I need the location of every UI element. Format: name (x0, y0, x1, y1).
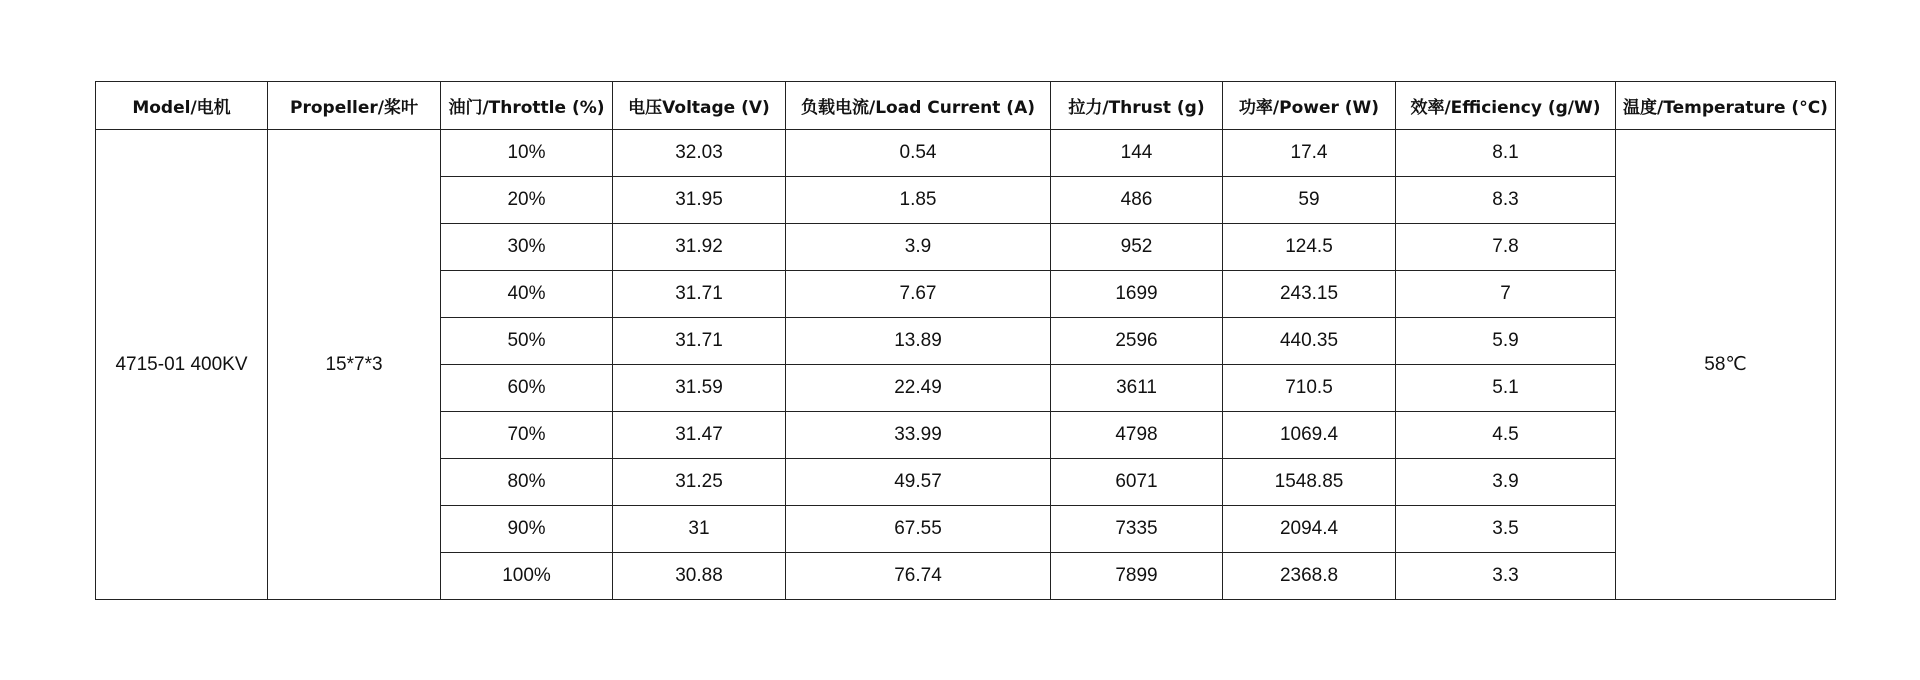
thrust-cell: 7335 (1051, 506, 1223, 553)
power-cell: 124.5 (1223, 224, 1396, 271)
power-cell: 59 (1223, 177, 1396, 224)
header-power: 功率/Power (W) (1223, 82, 1396, 130)
thrust-cell: 952 (1051, 224, 1223, 271)
voltage-cell: 31.71 (613, 271, 786, 318)
header-temperature: 温度/Temperature (°C) (1616, 82, 1836, 130)
power-cell: 243.15 (1223, 271, 1396, 318)
voltage-cell: 31.47 (613, 412, 786, 459)
throttle-cell: 10% (441, 130, 613, 177)
load-current-cell: 67.55 (786, 506, 1051, 553)
throttle-cell: 20% (441, 177, 613, 224)
efficiency-cell: 3.9 (1396, 459, 1616, 506)
thrust-cell: 6071 (1051, 459, 1223, 506)
power-cell: 17.4 (1223, 130, 1396, 177)
voltage-cell: 31.92 (613, 224, 786, 271)
voltage-cell: 31.25 (613, 459, 786, 506)
throttle-cell: 100% (441, 553, 613, 600)
voltage-cell: 31.59 (613, 365, 786, 412)
voltage-cell: 31 (613, 506, 786, 553)
model-cell: 4715-01 400KV (96, 130, 268, 600)
load-current-cell: 33.99 (786, 412, 1051, 459)
power-cell: 710.5 (1223, 365, 1396, 412)
header-load-current: 负载电流/Load Current (A) (786, 82, 1051, 130)
header-row (96, 82, 1836, 130)
header-voltage: 电压Voltage (V) (613, 82, 786, 130)
motor-performance-table (95, 81, 1836, 600)
power-cell: 1069.4 (1223, 412, 1396, 459)
load-current-cell: 49.57 (786, 459, 1051, 506)
thrust-cell: 4798 (1051, 412, 1223, 459)
efficiency-cell: 8.3 (1396, 177, 1616, 224)
voltage-cell: 31.95 (613, 177, 786, 224)
header-thrust: 拉力/Thrust (g) (1051, 82, 1223, 130)
voltage-cell: 31.71 (613, 318, 786, 365)
power-cell: 440.35 (1223, 318, 1396, 365)
load-current-cell: 22.49 (786, 365, 1051, 412)
efficiency-cell: 3.5 (1396, 506, 1616, 553)
thrust-cell: 1699 (1051, 271, 1223, 318)
efficiency-cell: 4.5 (1396, 412, 1616, 459)
throttle-cell: 60% (441, 365, 613, 412)
load-current-cell: 76.74 (786, 553, 1051, 600)
efficiency-cell: 5.1 (1396, 365, 1616, 412)
load-current-cell: 7.67 (786, 271, 1051, 318)
table-row (96, 130, 1836, 177)
header-model: Model/电机 (96, 82, 268, 130)
thrust-cell: 2596 (1051, 318, 1223, 365)
load-current-cell: 3.9 (786, 224, 1051, 271)
voltage-cell: 32.03 (613, 130, 786, 177)
thrust-cell: 486 (1051, 177, 1223, 224)
efficiency-cell: 5.9 (1396, 318, 1616, 365)
efficiency-cell: 8.1 (1396, 130, 1616, 177)
load-current-cell: 13.89 (786, 318, 1051, 365)
motor-test-sheet (95, 81, 1835, 600)
throttle-cell: 30% (441, 224, 613, 271)
header-propeller: Propeller/桨叶 (268, 82, 441, 130)
propeller-cell: 15*7*3 (268, 130, 441, 600)
throttle-cell: 40% (441, 271, 613, 318)
voltage-cell: 30.88 (613, 553, 786, 600)
efficiency-cell: 7.8 (1396, 224, 1616, 271)
thrust-cell: 7899 (1051, 553, 1223, 600)
power-cell: 1548.85 (1223, 459, 1396, 506)
power-cell: 2368.8 (1223, 553, 1396, 600)
power-cell: 2094.4 (1223, 506, 1396, 553)
temperature-cell: 58℃ (1616, 130, 1836, 600)
header-efficiency: 效率/Efficiency (g/W) (1396, 82, 1616, 130)
header-throttle: 油门/Throttle (%) (441, 82, 613, 130)
table-body (96, 130, 1836, 600)
throttle-cell: 50% (441, 318, 613, 365)
throttle-cell: 90% (441, 506, 613, 553)
thrust-cell: 144 (1051, 130, 1223, 177)
efficiency-cell: 3.3 (1396, 553, 1616, 600)
thrust-cell: 3611 (1051, 365, 1223, 412)
efficiency-cell: 7 (1396, 271, 1616, 318)
load-current-cell: 0.54 (786, 130, 1051, 177)
throttle-cell: 70% (441, 412, 613, 459)
load-current-cell: 1.85 (786, 177, 1051, 224)
throttle-cell: 80% (441, 459, 613, 506)
